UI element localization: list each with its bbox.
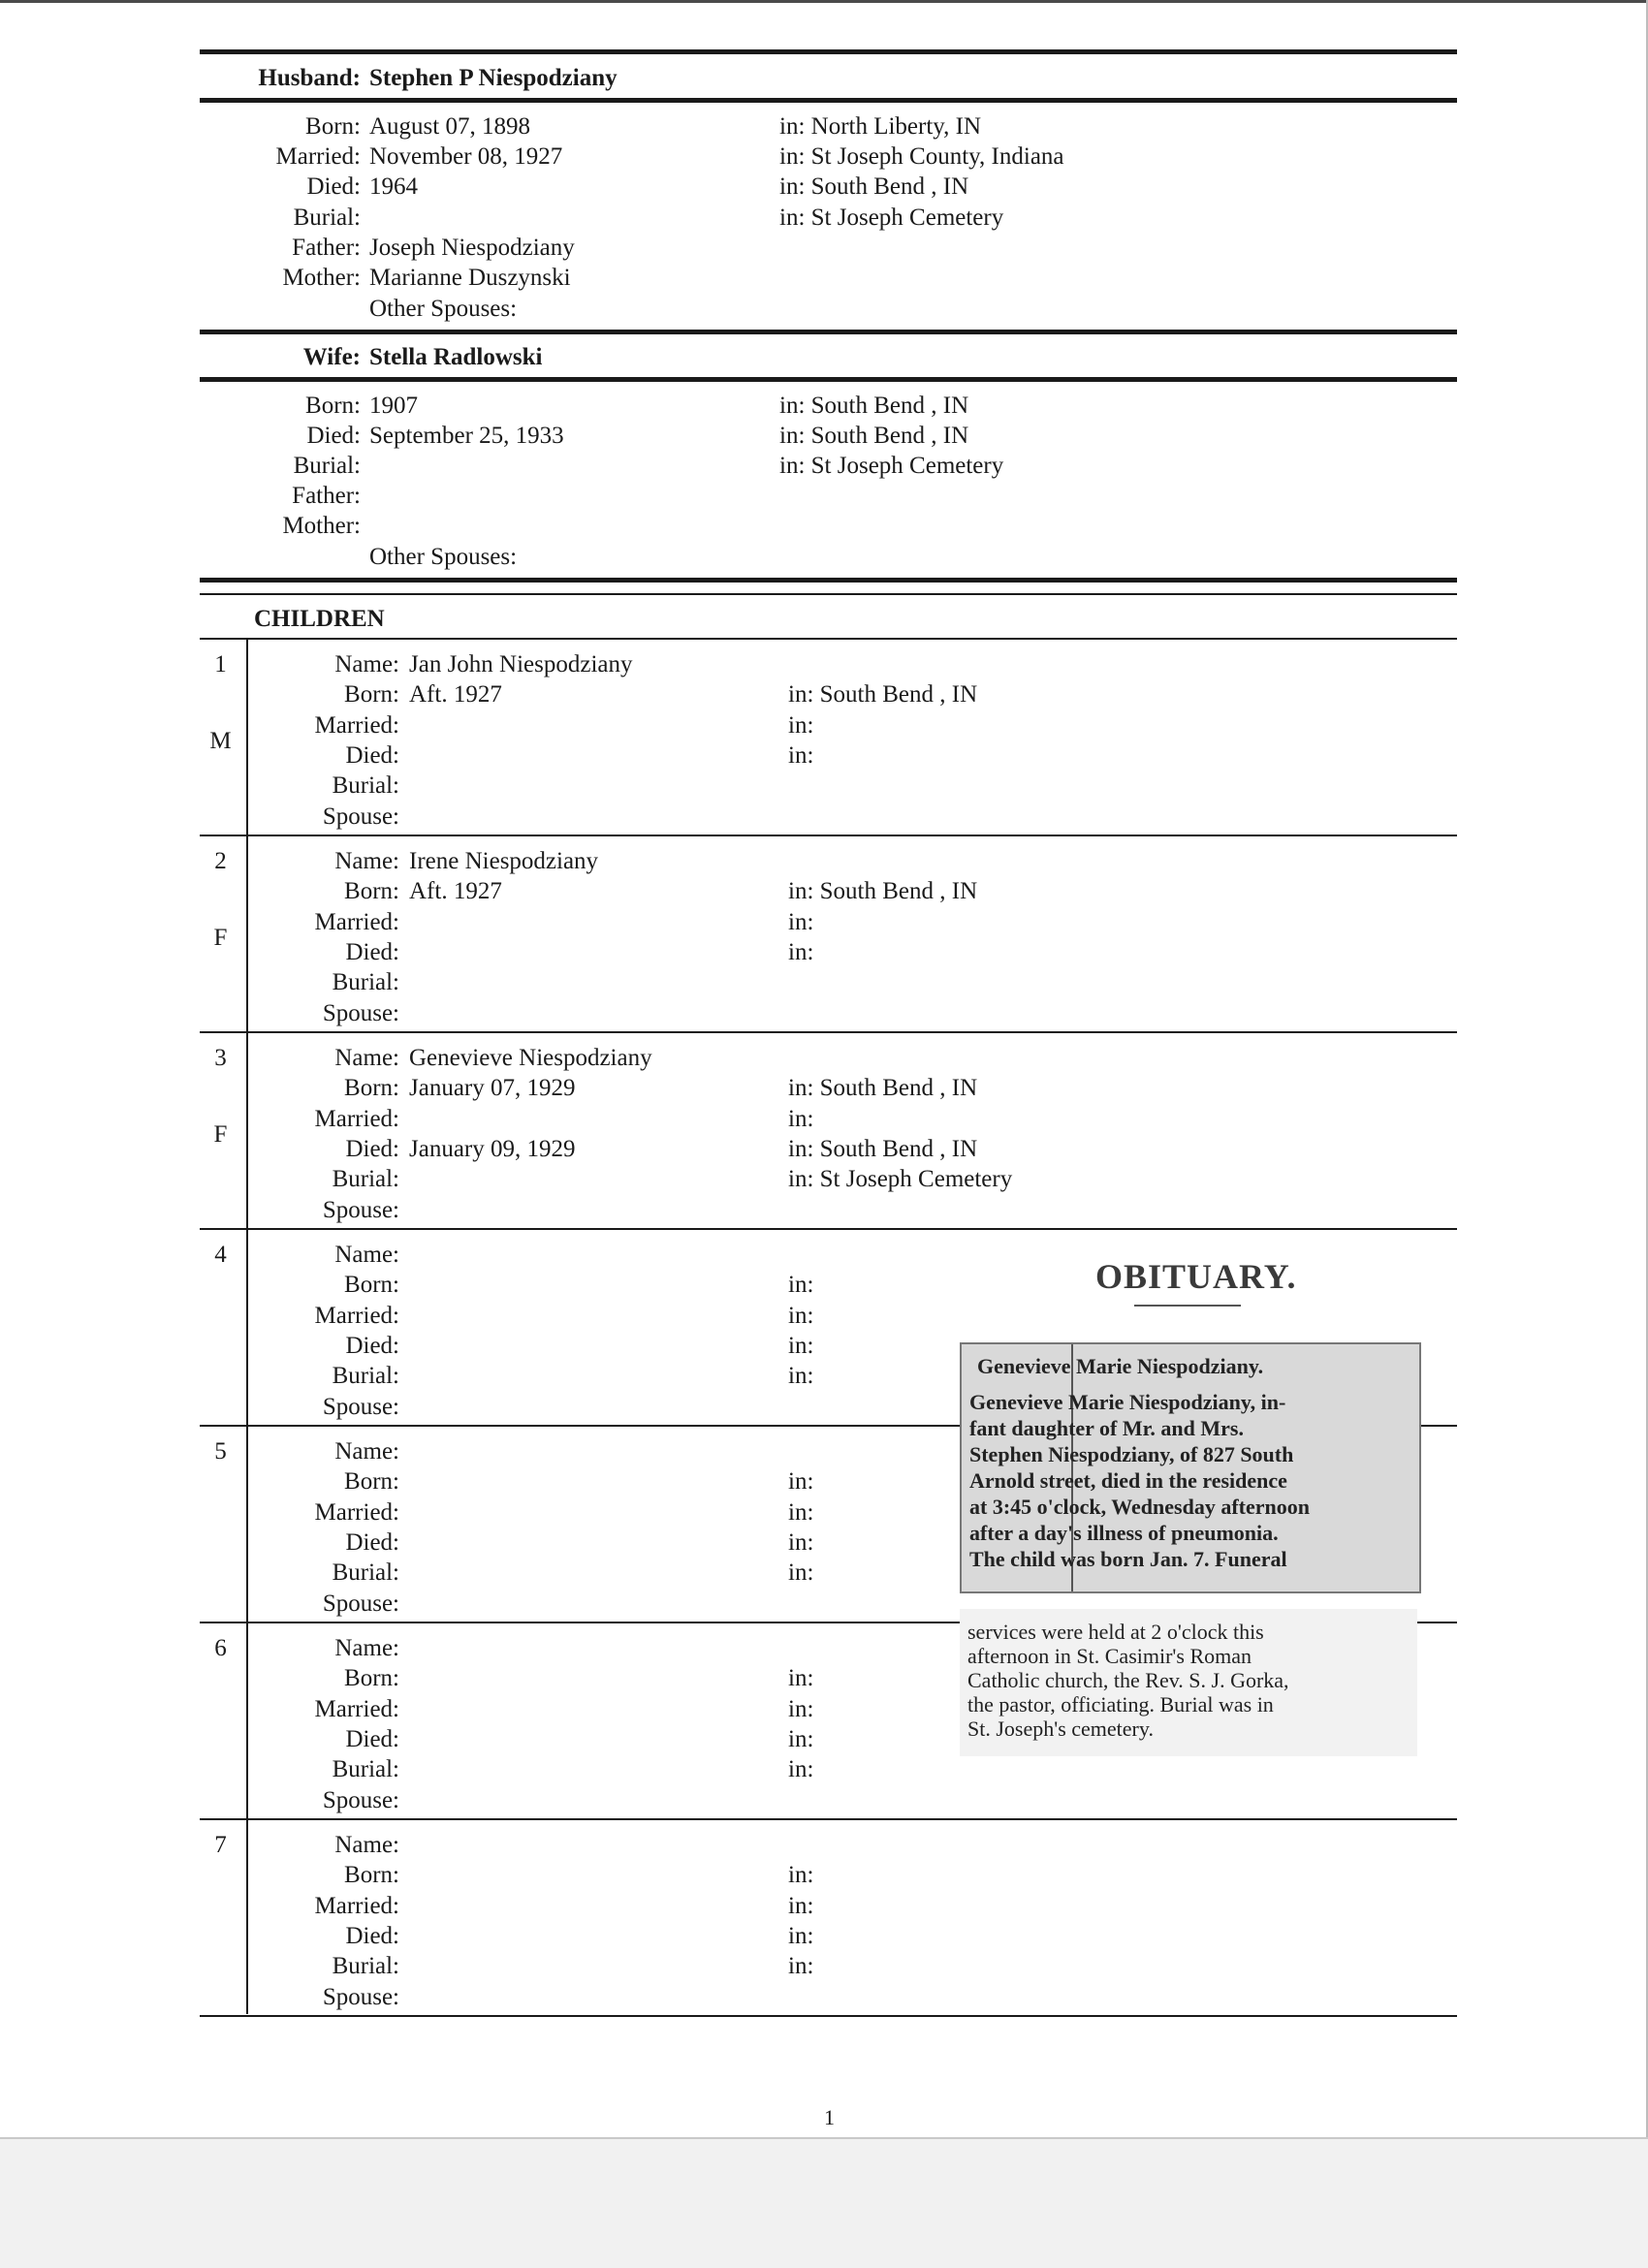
child-field-place: in: <box>788 1302 814 1329</box>
child-field-place: in: South Bend , IN <box>788 1075 978 1102</box>
child-number: 3 <box>214 1045 227 1071</box>
child-field-label: Married: <box>314 908 399 935</box>
child-field-label: Name: <box>334 651 399 677</box>
obituary-clipping <box>960 1342 1421 1593</box>
child-field-label: Spouse: <box>322 1786 399 1813</box>
child-field-place: in: <box>788 1756 814 1783</box>
husband-label: Husband: <box>258 65 361 91</box>
child-field-place: in: <box>788 1272 814 1299</box>
child-field-place: in: <box>788 1528 814 1556</box>
wife-mother-label: Mother: <box>282 513 361 539</box>
child-field-label: Name: <box>334 848 399 874</box>
child-field-label: Burial: <box>332 1953 399 1980</box>
scan-margin-bottom <box>0 2137 1648 2268</box>
child-field-label: Burial: <box>332 969 399 996</box>
child-number: 6 <box>214 1635 227 1661</box>
child-field-label: Married: <box>314 711 399 739</box>
child-field-place: in: South Bend , IN <box>788 878 978 905</box>
obituary-line: Arnold street, died in the residence <box>969 1468 1287 1493</box>
wife-died-label: Died: <box>306 423 361 449</box>
wife-burial-label: Burial: <box>293 453 361 479</box>
child-field-place: in: <box>788 1892 814 1919</box>
wife-label: Wife: <box>302 344 361 370</box>
child-field-label: Died: <box>345 741 399 769</box>
child-field-label: Spouse: <box>322 1393 399 1420</box>
obituary-line: fant daughter of Mr. and Mrs. <box>969 1416 1244 1440</box>
child-field-value: Aft. 1927 <box>409 878 502 905</box>
child-sex: M <box>209 728 232 754</box>
husband-married-value: November 08, 1927 <box>369 143 563 170</box>
obituary-line: services were held at 2 o'clock this <box>967 1620 1264 1644</box>
child-field-label: Spouse: <box>322 1196 399 1223</box>
rule-wife <box>200 377 1457 382</box>
husband-born-label: Born: <box>305 113 361 140</box>
child-sex: F <box>213 925 228 951</box>
child-field-label: Burial: <box>332 1559 399 1587</box>
child-field-place: in: South Bend , IN <box>788 681 978 709</box>
child-field-place: in: St Joseph Cemetery <box>788 1166 1013 1193</box>
husband-died-value: 1964 <box>369 173 418 200</box>
husband-died-label: Died: <box>306 173 361 200</box>
husband-married-place: in: St Joseph County, Indiana <box>779 143 1064 170</box>
child-field-label: Burial: <box>332 1166 399 1193</box>
rule-children-top <box>200 578 1457 583</box>
page-number: 1 <box>824 2105 835 2129</box>
rule-husband <box>200 98 1457 103</box>
child-separator-rule <box>200 1228 1457 1230</box>
child-field-place: in: <box>788 1922 814 1949</box>
obituary-line: afternoon in St. Casimir's Roman <box>967 1644 1252 1668</box>
child-field-label: Burial: <box>332 772 399 800</box>
wife-name: Stella Radlowski <box>369 344 543 370</box>
child-field-label: Died: <box>345 938 399 965</box>
child-field-place: in: <box>788 1695 814 1722</box>
obituary-line: at 3:45 o'clock, Wednesday afternoon <box>969 1495 1310 1519</box>
husband-married-label: Married: <box>275 143 361 170</box>
wife-died-value: September 25, 1933 <box>369 423 564 449</box>
child-field-place: in: <box>788 1665 814 1692</box>
child-field-place: in: <box>788 711 814 739</box>
child-field-label: Married: <box>314 1302 399 1329</box>
child-field-place: in: <box>788 1862 814 1889</box>
child-field-label: Name: <box>334 1832 399 1858</box>
wife-burial-place: in: St Joseph Cemetery <box>779 453 1004 479</box>
child-field-place: in: <box>788 741 814 769</box>
child-field-label: Name: <box>334 1045 399 1071</box>
child-field-label: Name: <box>334 1438 399 1465</box>
wife-born-place: in: South Bend , IN <box>779 393 969 419</box>
child-field-value: Jan John Niespodziany <box>409 651 633 677</box>
husband-name: Stephen P Niespodziany <box>369 65 618 91</box>
child-field-label: Name: <box>334 1635 399 1661</box>
wife-born-label: Born: <box>305 393 361 419</box>
child-field-label: Born: <box>344 878 399 905</box>
obituary-title: OBITUARY. <box>1095 1257 1297 1296</box>
obituary-line: The child was born Jan. 7. Funeral <box>969 1547 1287 1571</box>
obituary-line: after a day's illness of pneumonia. <box>969 1521 1279 1545</box>
child-field-label: Died: <box>345 1922 399 1949</box>
obituary-clipping-continued <box>960 1609 1417 1756</box>
child-field-label: Died: <box>345 1528 399 1556</box>
rule-wife-top <box>200 330 1457 334</box>
child-field-label: Born: <box>344 1862 399 1889</box>
child-field-label: Died: <box>345 1135 399 1162</box>
child-field-label: Spouse: <box>322 999 399 1026</box>
child-number: 7 <box>214 1832 227 1858</box>
child-field-value: Irene Niespodziany <box>409 848 599 874</box>
husband-born-value: August 07, 1898 <box>369 113 530 140</box>
child-field-place: in: <box>788 1332 814 1359</box>
husband-father-value: Joseph Niespodziany <box>369 235 575 261</box>
child-separator-rule <box>200 835 1457 836</box>
rule-children-top2 <box>200 593 1457 595</box>
husband-died-place: in: South Bend , IN <box>779 173 969 200</box>
wife-died-place: in: South Bend , IN <box>779 423 969 449</box>
child-number: 2 <box>214 848 227 874</box>
child-field-place: in: <box>788 938 814 965</box>
husband-mother-label: Mother: <box>282 265 361 291</box>
child-field-place: in: <box>788 1498 814 1526</box>
child-field-label: Married: <box>314 1105 399 1132</box>
child-field-value: Aft. 1927 <box>409 681 502 709</box>
rule-children-header <box>200 638 1457 640</box>
child-sex: F <box>213 1121 228 1148</box>
child-field-label: Born: <box>344 1468 399 1496</box>
child-field-label: Born: <box>344 1075 399 1102</box>
scan-edge-top <box>0 0 1648 3</box>
wife-father-label: Father: <box>292 483 361 509</box>
child-separator-rule <box>200 1818 1457 1820</box>
child-field-label: Spouse: <box>322 1590 399 1617</box>
child-field-value: Genevieve Niespodziany <box>409 1045 652 1071</box>
husband-burial-label: Burial: <box>293 205 361 231</box>
rule-top <box>200 49 1457 54</box>
obituary-title-rule <box>1134 1305 1241 1307</box>
child-field-place: in: <box>788 1725 814 1752</box>
child-separator-rule <box>200 1031 1457 1033</box>
obituary-clipping-header <box>960 1243 1415 1320</box>
wife-other-spouses: Other Spouses: <box>369 544 518 570</box>
husband-father-label: Father: <box>292 235 361 261</box>
child-field-label: Died: <box>345 1332 399 1359</box>
child-field-value: January 09, 1929 <box>409 1135 576 1162</box>
children-column-divider <box>246 640 248 2014</box>
child-number: 5 <box>214 1438 227 1465</box>
child-field-place: in: <box>788 1363 814 1390</box>
child-field-place: in: <box>788 1468 814 1496</box>
child-field-label: Spouse: <box>322 1983 399 2010</box>
child-field-label: Married: <box>314 1892 399 1919</box>
child-field-label: Burial: <box>332 1756 399 1783</box>
child-field-place: in: <box>788 1105 814 1132</box>
child-field-place: in: <box>788 908 814 935</box>
obituary-line: Stephen Niespodziany, of 827 South <box>969 1442 1294 1466</box>
child-field-label: Born: <box>344 1665 399 1692</box>
child-field-label: Married: <box>314 1498 399 1526</box>
child-field-place: in: South Bend , IN <box>788 1135 978 1162</box>
obituary-heading: Genevieve Marie Niespodziany. <box>977 1354 1264 1378</box>
child-number: 4 <box>214 1242 227 1268</box>
husband-born-place: in: North Liberty, IN <box>779 113 982 140</box>
husband-mother-value: Marianne Duszynski <box>369 265 571 291</box>
child-field-label: Name: <box>334 1242 399 1268</box>
child-field-label: Spouse: <box>322 803 399 830</box>
wife-born-value: 1907 <box>369 393 418 419</box>
child-field-label: Born: <box>344 1272 399 1299</box>
child-field-label: Born: <box>344 681 399 709</box>
obituary-line: Catholic church, the Rev. S. J. Gorka, <box>967 1668 1289 1692</box>
child-separator-rule <box>200 2015 1457 2017</box>
child-field-value: January 07, 1929 <box>409 1075 576 1102</box>
child-field-place: in: <box>788 1559 814 1587</box>
child-field-label: Married: <box>314 1695 399 1722</box>
obituary-line: Genevieve Marie Niespodziany, in- <box>969 1390 1286 1414</box>
children-header: CHILDREN <box>254 606 385 632</box>
husband-burial-place: in: St Joseph Cemetery <box>779 205 1004 231</box>
obituary-line: the pastor, officiating. Burial was in <box>967 1692 1274 1717</box>
obituary-line: St. Joseph's cemetery. <box>967 1717 1154 1741</box>
child-field-label: Burial: <box>332 1363 399 1390</box>
child-field-label: Died: <box>345 1725 399 1752</box>
child-number: 1 <box>214 651 227 677</box>
child-field-place: in: <box>788 1953 814 1980</box>
husband-other-spouses: Other Spouses: <box>369 296 518 322</box>
